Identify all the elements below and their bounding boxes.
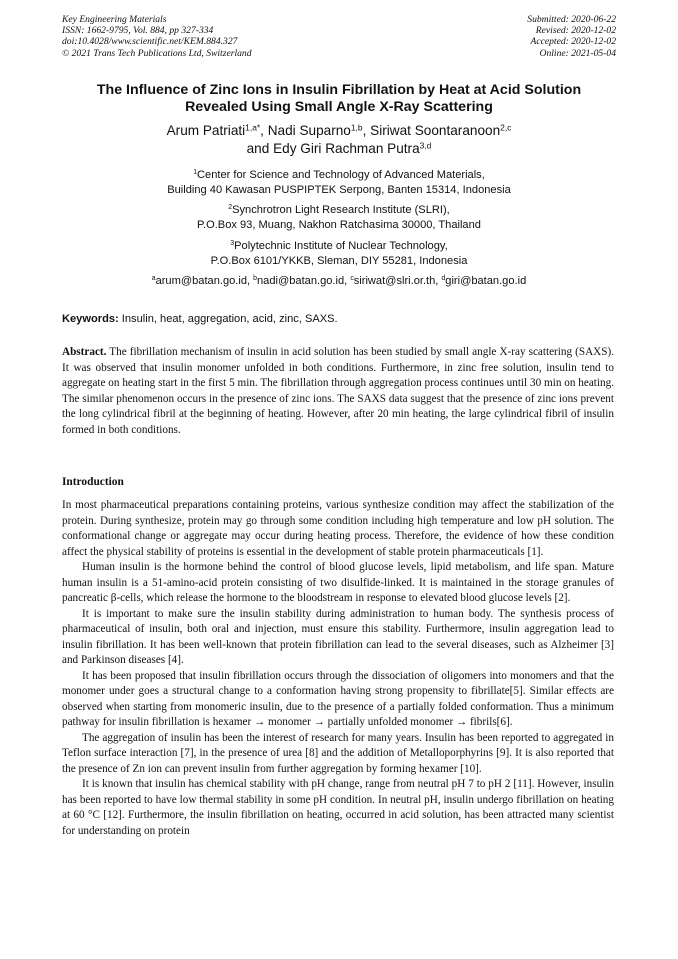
title-line-2: Revealed Using Small Angle X-Ray Scattering (185, 99, 493, 115)
author-list (40, 122, 638, 158)
paragraph: It is important to make sure the insulin stability during administration to human body. The synthesis process of pharmaceutical of insulin, both oral and injection, must ensure this stability. Furthermore, insulin aggregation lead to insulin fibrillation. It has been well-known that protein fibrillation can lead to the several diseases, such as Alzheimer [3] and Parkinson diseases [4]. (62, 607, 614, 666)
author-line-1 (40, 122, 638, 140)
affiliation-line: Polytechnic Institute of Nuclear Technology, (234, 240, 448, 252)
affiliation-3 (40, 239, 638, 269)
journal-copyright: © 2021 Trans Tech Publications Ltd, Switzerland (62, 47, 252, 59)
keywords-label: Keywords: (62, 313, 119, 325)
author-emails (40, 274, 638, 289)
affiliation-sup: 1 (193, 169, 198, 177)
email-link[interactable]: arum@batan.go.id, (155, 275, 254, 287)
section-heading-introduction: Introduction (62, 476, 124, 488)
journal-name: Key Engineering Materials (62, 14, 167, 25)
email-sup: b (253, 275, 257, 283)
journal-doi[interactable]: doi:10.4028/www.scientific.net/KEM.884.327 (62, 36, 238, 48)
author-name: and Edy Giri Rachman Putra (246, 141, 420, 156)
date-accepted: Accepted: 2020-12-02 (530, 36, 616, 48)
paragraph: In most pharmaceutical preparations containing proteins, various synthesize condition may affect the stabilization of the protein. During synthesize, protein may go through some condition including high temperature and low pH solution. The conformational change or aggregate may occur during heating process. Therefore, the evidence of how these condition affect the physical stability of proteins is essential in the development of stable protein pharmaceuticals [1]. (62, 499, 614, 558)
abstract-text: The fibrillation mechanism of insulin in acid solution has been studied by small angle X-ray scattering (SAXS). It was observed that insulin monomer unfolded in both conditions. Furthermore, in zinc free solution, insulin tend to aggregate on heating start in the first 5 min. The fibrillation through aggregation process continues until 30 min on heating. The similar phenomenon occurs in the presence of zinc ions. The SAXS data suggest that the presence of zinc ions prevent the long cylindrical fibril at the beginning of heating. However, after 20 min heating, the large cylindrical fibril of insulin formed in both conditions. (62, 346, 614, 436)
affiliation-1 (40, 168, 638, 198)
title-line-1: The Influence of Zinc Ions in Insulin Fibrillation by Heat at Acid Solution (96, 82, 582, 98)
affiliation-sup: 3 (230, 240, 235, 248)
affiliation-line: Center for Science and Technology of Advanced Materials, (197, 169, 485, 181)
affiliation-line: Synchrotron Light Research Institute (SLRI), (232, 204, 450, 216)
abstract (62, 345, 614, 438)
keywords (62, 312, 618, 326)
paragraph: It has been proposed that insulin fibrillation occurs through the dissociation of oligomers into monomers and that the monomer under goes a structural change to a conformation having strong propensity to fibrillate[5]. Similar effects are observed when starting from monomeric insulin, due to the presence of a partially folded conformation. Thus a minimum pathway for insulin fibrillation is hexamer → monomer → partially unfolded monomer → fibrils[6]. (62, 669, 614, 728)
affiliation-address: P.O.Box 93, Muang, Nakhon Ratchasima 30000, Thailand (197, 219, 481, 231)
journal-meta (62, 14, 252, 59)
author-sup: 2,c (500, 122, 512, 133)
email-sup: d (441, 275, 446, 283)
affiliation-address: P.O.Box 6101/YKKB, Sleman, DIY 55281, Indonesia (210, 255, 468, 267)
author-line-2 (40, 140, 638, 158)
affiliation-2 (40, 203, 638, 233)
author-sup: 1,b (350, 122, 363, 133)
email-sup: c (350, 275, 354, 283)
paragraph: Human insulin is the hormone behind the control of blood glucose levels, lipid metabolism, and life span. Mature human insulin is a 51-amino-acid protein consisting of two disulfide-linked. It is maintained in the storage granules of pancreatic β-cells, which release the hormone to the bloodstream in response to elevated blood glucose levels [2]. (62, 561, 614, 604)
date-revised: Revised: 2020-12-02 (535, 25, 616, 37)
author-sep: , (260, 123, 268, 138)
email-link[interactable]: giri@batan.go.id (445, 275, 527, 287)
email-sup: a (151, 275, 156, 283)
affiliation-address: Building 40 Kawasan PUSPIPTEK Serpong, Banten 15314, Indonesia (167, 184, 511, 196)
paragraph: The aggregation of insulin has been the interest of research for many years. Insulin has been reported to aggregated in Teflon surface interaction [7], in the presence of urea [8] and the addition of Metalloporphyrins [9]. It is also reported that the presence of Zn ion can prevent insulin from further aggregation by forming hexamer [10]. (62, 731, 614, 775)
author-sup: 3,d (419, 140, 432, 151)
publication-dates (527, 14, 616, 59)
affiliation-sup: 2 (228, 204, 233, 212)
paragraph: It is known that insulin has chemical stability with pH change, range from neutral pH 7 to pH 2 [11]. However, insulin has been reported to have low thermal stability in some pH condition. In neutral pH, insulin undergo fibrillation on heating at 60 °C [12]. Furthermore, the insulin fibrillation on heating, occurred in acid solution, has been attracted many scientist for understanding on protein (62, 778, 614, 837)
email-link[interactable]: siriwat@slri.or.th, (353, 275, 442, 287)
author-name: Nadi Suparno (267, 123, 351, 138)
author-sup: 1,a* (245, 122, 261, 133)
keywords-text: Insulin, heat, aggregation, acid, zinc, SAXS. (118, 313, 338, 325)
journal-issn: ISSN: 1662-9795, Vol. 884, pp 327-334 (62, 25, 214, 37)
author-name: Siriwat Soontaranoon (370, 123, 501, 138)
date-submitted: Submitted: 2020-06-22 (527, 14, 616, 25)
paper-title (40, 82, 638, 116)
email-link[interactable]: nadi@batan.go.id, (257, 275, 351, 287)
introduction-body (62, 498, 614, 839)
date-online: Online: 2021-05-04 (539, 47, 616, 59)
author-name: Arum Patriati (166, 123, 246, 138)
abstract-label: Abstract. (62, 346, 107, 358)
author-sep: , (362, 123, 371, 138)
